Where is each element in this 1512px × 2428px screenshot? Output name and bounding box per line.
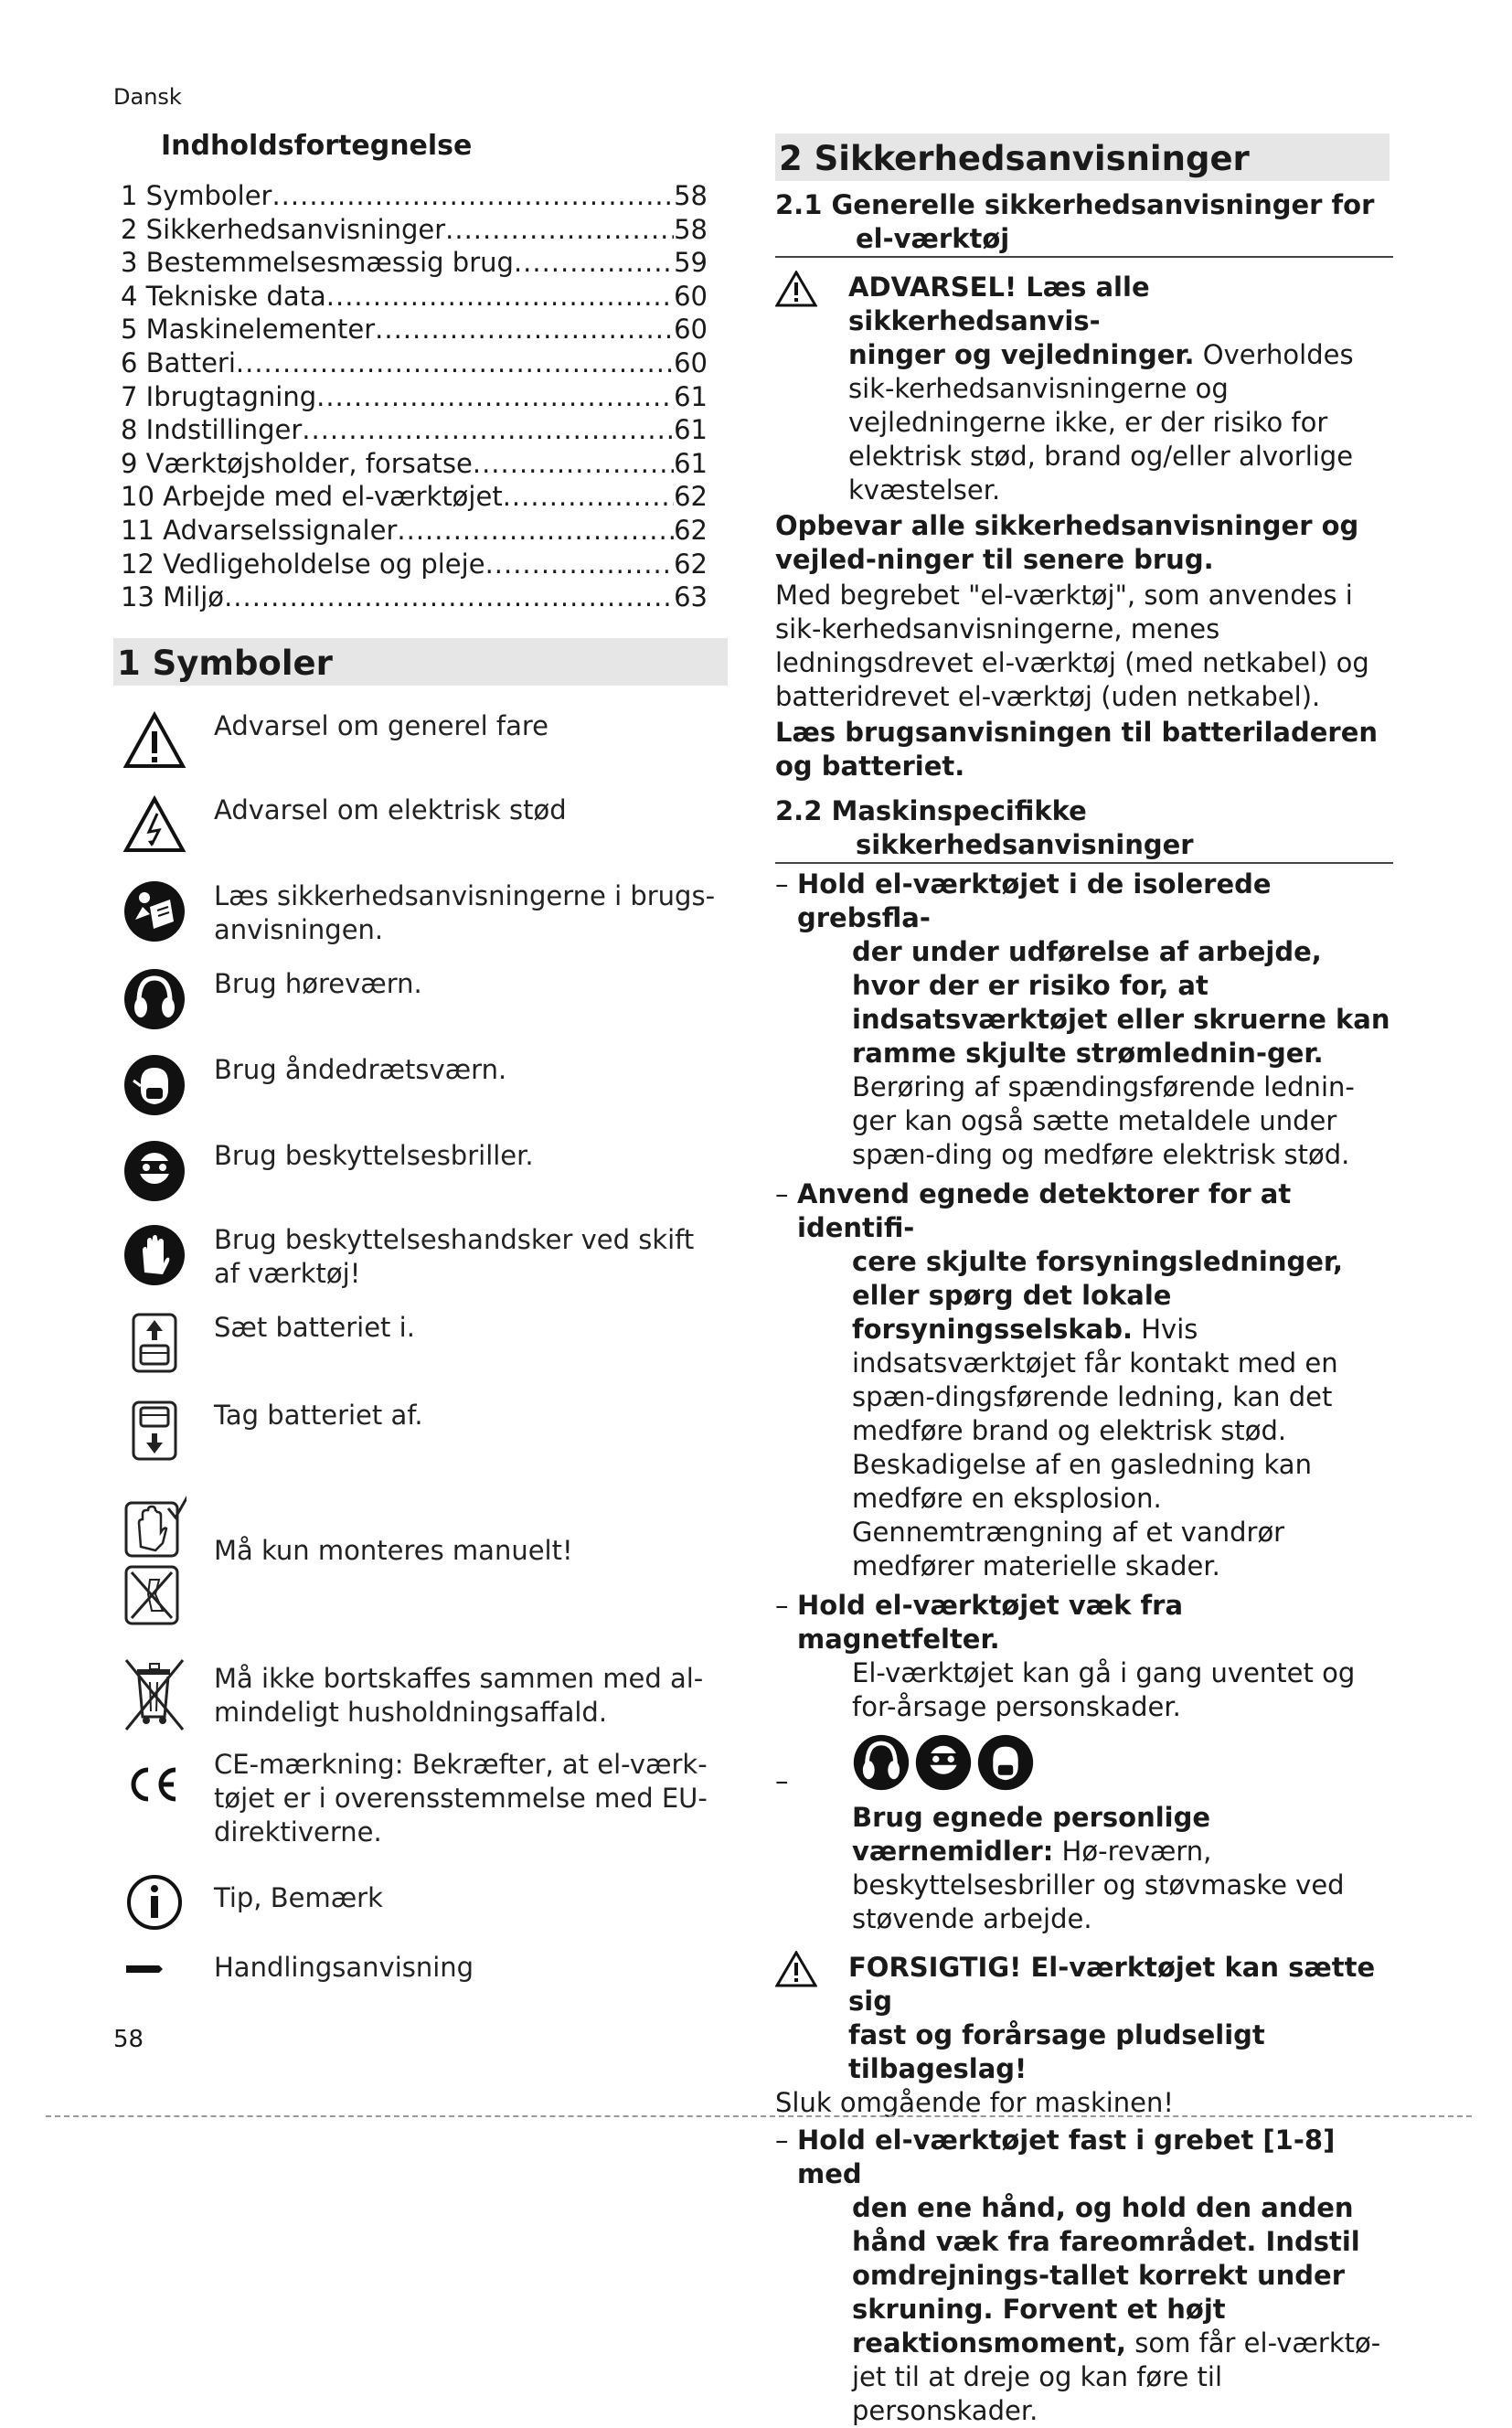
symbol-row	[122, 1749, 717, 1849]
toc-item[interactable]	[121, 447, 708, 481]
toc-item-label: 9 Værktøjsholder, forsatse	[121, 447, 473, 479]
toc-item-page: 61	[674, 380, 708, 412]
bullet-5-bold: den ene hånd, og hold den anden hånd væk fra fareområdet. Indstil omdrejnings-tallet korrekt under skruning. Forvent et højt reaktionsmoment,	[852, 2192, 1360, 2359]
toc-dot-leader	[445, 213, 674, 247]
symbol-text: Brug beskyttelsesbriller.	[214, 1140, 534, 1171]
toc-dot-leader	[514, 246, 674, 280]
toc-item-label: 6 Batteri	[121, 346, 236, 378]
symbol-text: Tag batteriet af.	[214, 1400, 423, 1431]
bullet-dash: –	[775, 868, 789, 900]
subsection-2-1-line1: 2.1 Generelle sikkerhedsanvisninger for	[775, 189, 1375, 220]
toc-item-label: 3 Bestemmelsesmæssig brug	[121, 247, 514, 279]
toc-item-page: 58	[674, 180, 708, 211]
toc-item-page: 61	[674, 414, 708, 446]
warning-1-bold: ninger og vejledninger.	[848, 339, 1195, 370]
insert-battery-icon	[122, 1311, 186, 1375]
toc-item-page: 59	[674, 247, 708, 279]
symbol-row	[122, 1492, 717, 1629]
section-1-heading: 1 Symboler	[113, 638, 728, 686]
toc-dot-leader	[485, 548, 675, 581]
bullet-dash: –	[775, 1765, 789, 1796]
toc-item-page: 62	[674, 548, 708, 580]
toc-dot-leader	[236, 346, 674, 380]
toc-item-page: 60	[674, 346, 708, 378]
manual-mount-icon	[122, 1492, 186, 1629]
caution-text: Sluk omgående for maskinen!	[775, 2087, 1175, 2118]
bullet-2-text: Hvis indsatsværktøjet får kontakt med en spæn-dingsførende ledning, kan det medføre brand og elektrisk stød. Beskadigelse af en gasledning kan medføre en eksplosion. Gennemtrængning af et vandrør medfører materielle skader.	[852, 1314, 1338, 1581]
symbol-row	[122, 793, 717, 857]
read-manual-icon	[122, 879, 186, 943]
toc-item-page: 58	[674, 213, 708, 245]
electric-shock-warning-icon	[122, 793, 186, 857]
symbol-text: Brug beskyttelseshandsker ved skift af værktøj!	[214, 1224, 695, 1289]
table-of-contents	[121, 179, 708, 614]
bullet-5-title: Hold el-værktøjet fast i grebet [1-8] med	[797, 2124, 1336, 2189]
toc-item[interactable]	[121, 548, 708, 581]
toc-item[interactable]	[121, 346, 708, 380]
bullet-dash: –	[775, 1178, 789, 1209]
safety-goggles-icon	[122, 1139, 186, 1203]
keep-instructions: Opbevar alle sikkerhedsanvisninger og vejled-ninger til senere brug.	[775, 510, 1359, 575]
symbol-text: Brug åndedrætsværn.	[214, 1054, 507, 1085]
ppe-icons	[797, 1733, 1393, 1794]
toc-item[interactable]	[121, 480, 708, 514]
symbol-row	[122, 1951, 717, 1987]
toc-item-label: 13 Miljø	[121, 581, 225, 613]
toc-item[interactable]	[121, 413, 708, 447]
toc-item-label: 7 Ibrugtagning	[121, 380, 317, 412]
symbol-row	[122, 1053, 717, 1117]
read-charger-manual: Læs brugsanvisningen til batteriladeren og batteriet.	[775, 717, 1379, 782]
bullet-2-title: Anvend egnede detektorer for at identifi-	[797, 1178, 1292, 1243]
toc-item[interactable]	[121, 380, 708, 414]
section-2-heading: 2 Sikkerhedsanvisninger	[775, 133, 1390, 181]
general-warning-icon	[122, 709, 186, 773]
toc-dot-leader	[316, 380, 674, 414]
toc-dot-leader	[473, 447, 674, 481]
toc-dot-leader	[302, 413, 674, 447]
warning-block	[775, 271, 1393, 507]
toc-item[interactable]	[121, 280, 708, 314]
toc-item[interactable]	[121, 514, 708, 548]
safety-bullet	[775, 2124, 1393, 2428]
toc-item-label: 4 Tekniske data	[121, 280, 326, 312]
symbol-text: Brug høreværn.	[214, 968, 422, 999]
toc-item-label: 2 Sikkerhedsanvisninger	[121, 213, 446, 245]
symbol-text: Må kun monteres manuelt!	[214, 1535, 573, 1566]
page-divider	[46, 2115, 1472, 2117]
ear-protection-icon	[852, 1733, 910, 1792]
toc-dot-leader	[326, 280, 674, 314]
gloves-icon	[122, 1223, 186, 1287]
toc-item[interactable]	[121, 179, 708, 213]
subsection-2-1-heading	[775, 188, 1393, 258]
toc-item-label: 5 Maskinelementer	[121, 314, 376, 346]
toc-item-label: 10 Arbejde med el-værktøjet	[121, 481, 503, 513]
crossed-bin-icon	[122, 1656, 186, 1733]
symbol-text: CE-mærkning: Bekræfter, at el-værk-tøjet er i overensstemmelse med EU-direktiverne.	[214, 1749, 708, 1848]
warning-triangle-icon	[775, 1951, 817, 1987]
subsection-2-1-line2: el-værktøj	[856, 223, 1010, 254]
toc-item-page: 61	[674, 447, 708, 479]
safety-bullet	[775, 1733, 1393, 1936]
toc-item[interactable]	[121, 246, 708, 280]
respirator-icon	[122, 1053, 186, 1117]
bullet-4-bold: Brug egnede personlige værnemidler:	[852, 1802, 1211, 1867]
toc-item-page: 63	[674, 581, 708, 613]
symbol-text: Handlingsanvisning	[214, 1952, 474, 1983]
toc-item-page: 62	[674, 481, 708, 513]
bullet-dash: –	[775, 1590, 789, 1621]
bullet-1-bold: der under udførelse af arbejde, hvor der er risiko for, at indsatsværktøjet eller skruerne kan ramme skjulte strømlednin-ger.	[852, 936, 1390, 1069]
toc-item-label: 11 Advarselssignaler	[121, 514, 398, 546]
symbol-text: Advarsel om generel fare	[214, 710, 549, 741]
language-label: Dansk	[113, 84, 182, 110]
bullet-3-title: Hold el-værktøjet væk fra magnetfelter.	[797, 1590, 1184, 1655]
bullet-3-text: El-værktøjet kan gå i gang uventet og for-årsage personskader.	[852, 1657, 1356, 1722]
bullet-2-bold: cere skjulte forsyningsledninger, eller spørg det lokale forsyningsselskab.	[852, 1246, 1343, 1345]
subsection-2-2-line2: sikkerhedsanvisninger	[856, 829, 1194, 860]
safety-content	[775, 188, 1393, 2428]
bullet-5-text: som får el-værktø-jet til at dreje og kan føre til personskader.	[852, 2327, 1381, 2426]
symbol-row	[122, 709, 717, 773]
toc-dot-leader	[272, 179, 674, 213]
safety-bullet	[775, 868, 1393, 1172]
bullet-1-title: Hold el-værktøjet i de isolerede grebsfla-	[797, 868, 1272, 933]
toc-item[interactable]	[121, 580, 708, 614]
symbol-row	[122, 1399, 717, 1463]
symbol-row	[122, 1311, 717, 1375]
remove-battery-icon	[122, 1399, 186, 1463]
symbol-text: Må ikke bortskaffes sammen med al-mindeligt husholdningsaffald.	[214, 1663, 704, 1728]
toc-item[interactable]	[121, 213, 708, 247]
warning-triangle-icon	[775, 271, 817, 307]
warning-1-text: Overholdes sik-kerhedsanvisningerne og vejledningerne ikke, er der risiko for elektrisk stød, brand og/eller alvorlige kvæstelser.	[848, 339, 1354, 506]
toc-item-page: 62	[674, 514, 708, 546]
toc-dot-leader	[397, 514, 674, 548]
symbol-row	[122, 1656, 717, 1733]
bullet-4-text: Hø-reværn, beskyttelsesbriller og støvmaske ved støvende arbejde.	[852, 1836, 1345, 1934]
toc-dot-leader	[224, 580, 674, 614]
page-number: 58	[113, 2026, 144, 2053]
respirator-icon	[976, 1733, 1035, 1792]
symbol-text: Tip, Bemærk	[214, 1882, 383, 1913]
info-icon	[122, 1870, 186, 1934]
toc-title: Indholdsfortegnelse	[161, 130, 473, 162]
subsection-2-2-heading	[775, 794, 1393, 864]
symbol-text: Advarsel om elektrisk stød	[214, 794, 567, 825]
bullet-1-text: Berøring af spændingsførende lednin-ger kan også sætte metaldele under spæn-ding og medføre elektrisk stød.	[852, 1071, 1355, 1170]
bullet-dash: –	[775, 2124, 789, 2156]
symbol-row	[122, 1870, 717, 1934]
toc-dot-leader	[503, 480, 674, 514]
toc-item-label: 8 Indstillinger	[121, 414, 303, 446]
toc-item-label: 12 Vedligeholdelse og pleje	[121, 548, 485, 580]
subsection-2-2-line1: 2.2 Maskinspecifikke	[775, 795, 1087, 826]
safety-goggles-icon	[914, 1733, 973, 1792]
caution-block	[775, 1951, 1393, 2120]
symbol-row	[122, 1223, 717, 1291]
toc-item-page: 60	[674, 280, 708, 312]
ce-mark-icon	[122, 1755, 186, 1819]
safety-bullet	[775, 1177, 1393, 1583]
symbol-text: Sæt batteriet i.	[214, 1312, 415, 1343]
warning-1-title: ADVARSEL! Læs alle sikkerhedsanvis-	[848, 272, 1150, 336]
toc-item-page: 60	[674, 314, 708, 346]
toc-item-label: 1 Symboler	[121, 180, 272, 211]
definition-text: Med begrebet "el-værktøj", som anvendes i sik-kerhedsanvisningerne, menes ledningsdrevet el-værktøj (med netkabel) og batteridrevet el-værktøj (uden netkabel).	[775, 580, 1369, 712]
symbol-text: Læs sikkerhedsanvisningerne i brugs-anvisningen.	[214, 880, 716, 945]
symbol-row	[122, 967, 717, 1031]
caution-title: FORSIGTIG! El-værktøjet kan sætte sig	[848, 1952, 1376, 2017]
toc-item[interactable]	[121, 313, 708, 346]
toc-dot-leader	[375, 313, 674, 346]
symbol-row	[122, 1139, 717, 1203]
action-arrow-icon	[122, 1951, 186, 1987]
safety-bullet	[775, 1589, 1393, 1724]
symbol-row	[122, 879, 717, 947]
caution-bold: fast og forårsage pludseligt tilbageslag!	[848, 2019, 1265, 2084]
ear-protection-icon	[122, 967, 186, 1031]
